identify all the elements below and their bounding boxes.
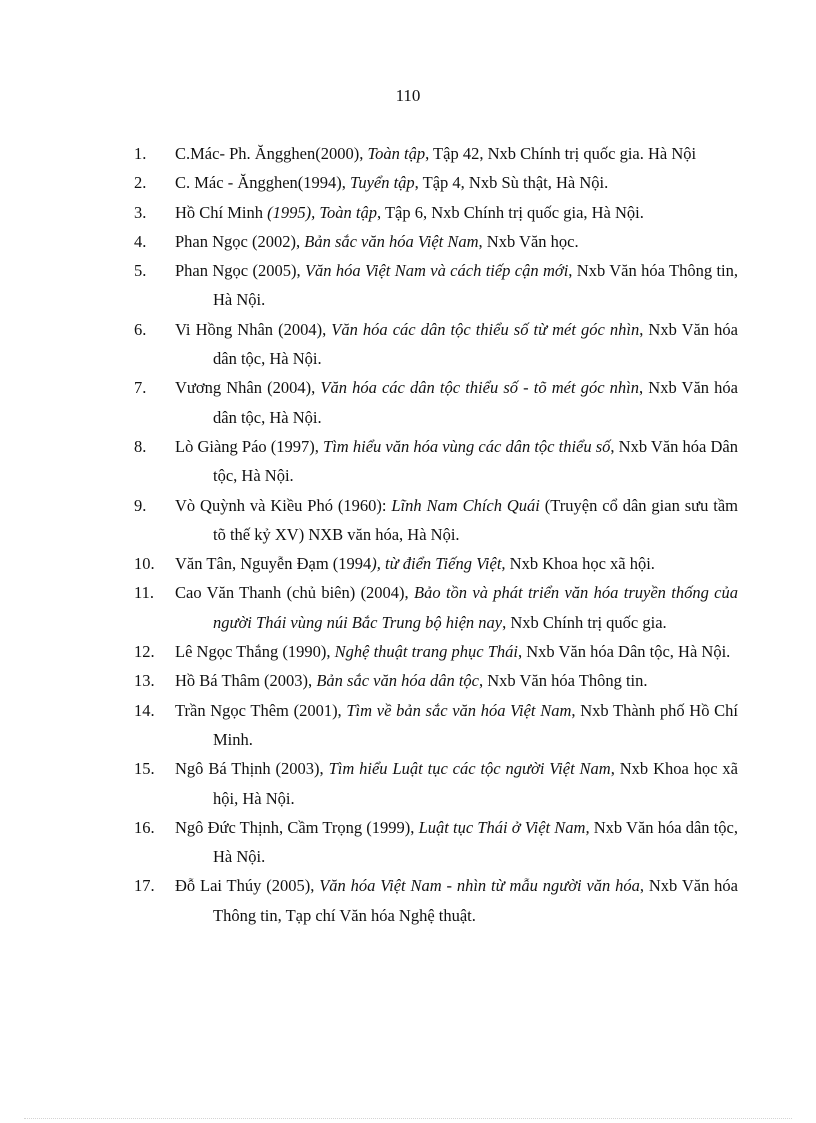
reference-text [175,871,739,930]
reference-segment: Cao Văn Thanh (chủ biên) (2004), [175,583,415,603]
reference-number: 4. [134,231,147,251]
reference-title: Bảo tồn và phát triển văn hóa truyền thống của người Thái vùng núi Bắc Trung bộ hiện nay [213,583,738,632]
reference-item [134,754,738,813]
reference-item [134,813,738,872]
reference-item [134,198,738,227]
reference-number: 2. [134,173,147,193]
reference-title: Luật tục Thái ở Việt Nam, [418,817,590,837]
reference-segment: , Tập 42, Nxb Chính trị quốc gia. Hà Nội [425,144,697,163]
reference-segment: Hồ Bá Thâm (2003), [175,671,317,691]
reference-title: Bản sắc văn hóa Việt Nam [304,231,479,251]
reference-item [134,549,738,578]
reference-item [134,637,738,666]
reference-title: Văn hóa Việt Nam - nhìn từ mẫu người văn hóa [319,876,640,896]
reference-title: Văn hóa các dân tộc thiểu số từ mét góc nhìn [331,319,640,339]
page-number: 110 [395,86,421,105]
reference-segment: Phan Ngọc (2002), [175,231,305,251]
reference-segment: (Truyện cổ dân gian sưu tầm tõ thế kỷ XV) NXB văn hóa, Hà Nội. [213,495,738,544]
reference-text [175,168,738,197]
reference-text [175,637,738,666]
reference-item [134,373,738,432]
reference-item [134,139,738,168]
reference-number: 10. [134,554,155,574]
reference-text [175,549,738,578]
reference-item [134,871,738,930]
reference-item [134,491,738,550]
reference-item [134,315,738,374]
reference-item [134,168,738,197]
reference-text [175,373,738,432]
reference-number: 16. [134,817,155,837]
reference-segment: Nxb Khoa học xã hội. [505,554,655,574]
reference-segment: C.Mác- Ph. Ăngghen(2000), [175,144,368,163]
reference-number: 13. [134,671,155,691]
reference-segment: Lê Ngọc Thắng (1990), [175,642,335,662]
reference-text [175,491,738,550]
reference-title: Tuyển tập [350,173,415,193]
reference-segment: Nxb Văn hóa dân tộc, Hà Nội. [213,817,738,867]
reference-number: 15. [134,759,155,779]
reference-segment: , Nxb Văn hóa Thông tin, Hà Nội. [213,261,738,310]
reference-title: Văn hóa các dân tộc thiểu số - tõ mét góc nhìn [320,378,640,398]
reference-segment: Vương Nhân (2004), [175,378,321,398]
reference-segment: , Nxb Văn hóa Thông tin, Tạp chí Văn hóa Nghệ thuật. [213,876,739,925]
reference-title: Bản sắc văn hóa dân tộc [316,671,479,691]
reference-text [175,256,738,315]
reference-text [175,813,738,872]
reference-segment: , Nxb Thành phố Hồ Chí Minh. [213,700,738,749]
reference-segment: Đỗ Lai Thúy (2005), [175,876,320,896]
reference-number: 3. [134,202,147,222]
reference-title: Văn hóa Việt Nam và cách tiếp cận mới [304,261,569,281]
reference-segment: , Nxb Văn hóa Dân tộc, Hà Nội. [213,436,738,486]
page-bottom-divider [24,1118,792,1119]
reference-number: 5. [134,261,147,281]
reference-title: Nghệ thuật trang phục Thái [334,642,518,662]
reference-segment: Hồ Chí Minh [175,202,268,222]
reference-segment: , Nxb Văn hóa dân tộc, Hà Nội. [213,319,738,369]
reference-segment: Vi Hồng Nhân (2004), [175,319,332,339]
reference-segment: , Nxb Văn hóa dân tộc, Hà Nội. [213,378,738,427]
reference-segment: Lò Giàng Páo (1997), [175,436,324,456]
reference-item [134,256,738,315]
reference-text [175,198,738,227]
reference-text [175,696,738,755]
reference-item [134,432,738,491]
reference-list [134,139,738,930]
reference-segment: Trần Ngọc Thêm (2001), [175,700,347,720]
reference-item [134,227,738,256]
reference-title: Toàn tập [367,144,426,163]
reference-title: (1995), Toàn tập [267,202,378,222]
reference-text [175,754,739,813]
reference-number: 17. [134,876,155,896]
reference-number: 7. [134,378,147,398]
reference-number: 11. [134,583,155,603]
reference-segment: Ngô Bá Thịnh (2003), [175,759,329,779]
reference-number: 6. [134,319,147,339]
reference-text [175,315,738,374]
reference-number: 8. [134,436,147,456]
reference-segment: Phan Ngọc (2005), [175,261,305,281]
reference-segment: Văn Tân, Nguyễn Đạm (1994 [175,554,372,574]
reference-item [134,666,738,695]
reference-segment: , Nxb Chính trị quốc gia. [502,612,667,632]
reference-number: 14. [134,700,155,720]
reference-title: Tìm về bản sắc văn hóa Việt Nam [346,700,572,720]
reference-segment: , Nxb Văn hóa Thông tin. [479,671,648,691]
reference-segment: C. Mác - Ăngghen(1994), [175,173,351,193]
reference-item [134,696,738,755]
reference-title: Lĩnh Nam Chích Quái [391,495,540,515]
reference-number: 9. [134,495,147,515]
reference-text [175,432,738,491]
reference-number: 12. [134,642,155,662]
reference-title: ), từ điển Tiếng Việt, [371,554,506,574]
reference-segment: , Nxb Khoa học xã hội, Hà Nội. [213,759,739,808]
reference-item [134,578,738,637]
reference-segment: Ngô Đức Thịnh, Cầm Trọng (1999), [175,817,419,837]
reference-title: Tìm hiểu văn hóa vùng các dân tộc thiểu số [323,436,611,456]
reference-segment: , Nxb Văn học. [478,231,579,251]
reference-title: Tìm hiểu Luật tục các tộc người Việt Nam [328,759,611,779]
reference-number: 1. [134,144,147,163]
reference-segment: , Nxb Văn hóa Dân tộc, Hà Nội. [517,642,731,662]
reference-text [175,578,738,637]
reference-text [175,227,738,256]
reference-segment: , Tập 6, Nxb Chính trị quốc gia, Hà Nội. [377,202,644,222]
reference-text [175,666,738,695]
reference-text [175,139,738,168]
reference-segment: , Tập 4, Nxb Sù thật, Hà Nội. [414,173,609,193]
reference-segment: Vò Quỳnh và Kiều Phó (1960): [175,495,392,515]
